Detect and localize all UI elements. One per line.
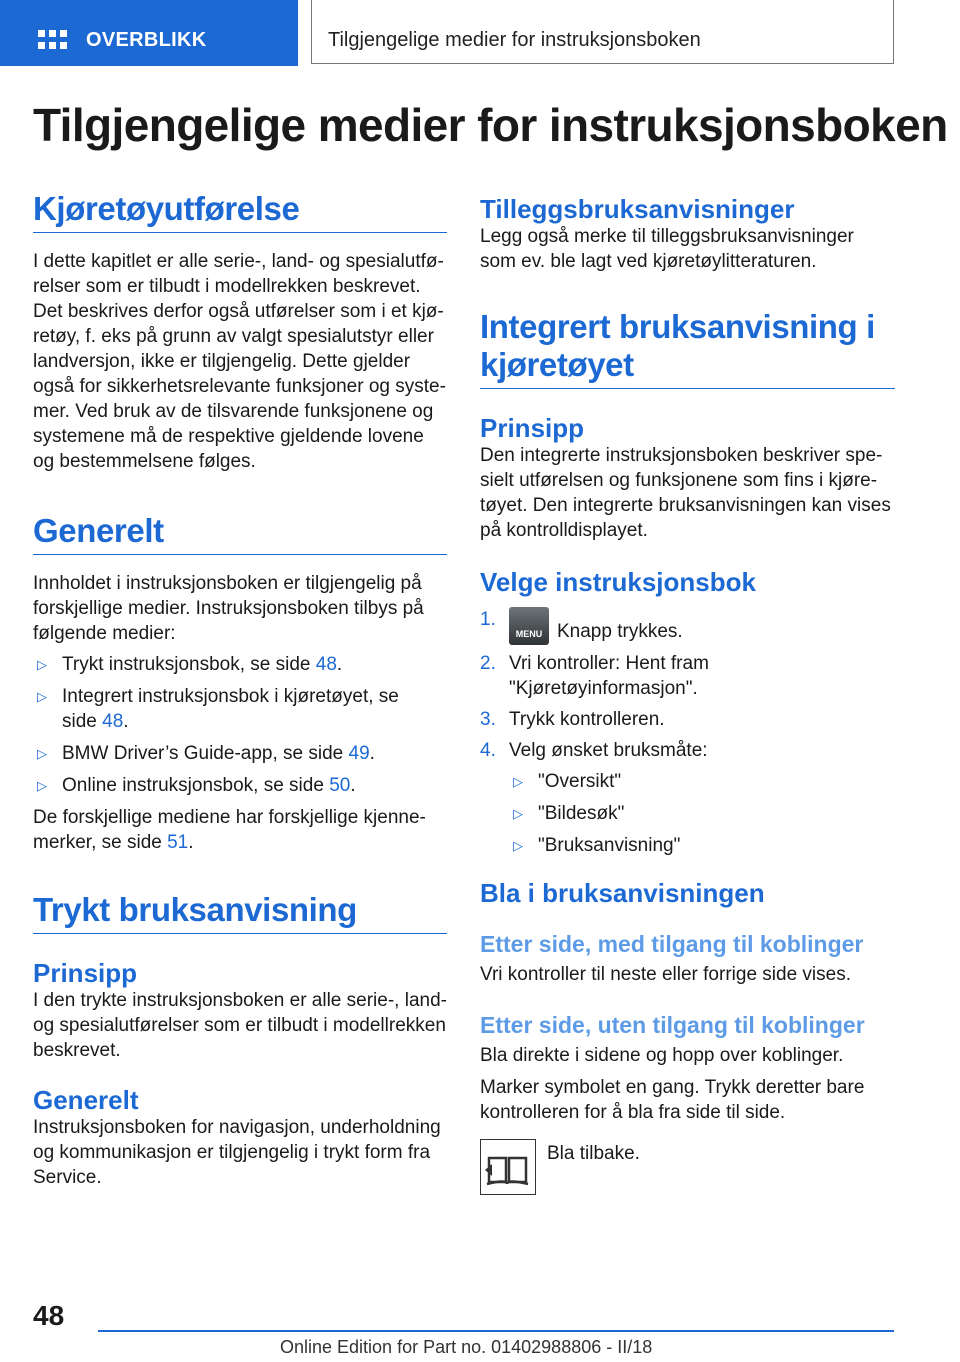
- triangle-bullet-icon: ▷: [37, 778, 47, 793]
- text-line: Service.: [33, 1167, 102, 1188]
- text-line: systemene må de respektive gjeldende lovene: [33, 426, 424, 447]
- page-link[interactable]: 51: [167, 832, 189, 853]
- text-line: kontrolleren for å bla fra side til side.: [480, 1102, 786, 1123]
- text-line: også for sikkerhetsrelevante funksjoner og syste-: [33, 376, 446, 397]
- menu-button-icon: MENU: [509, 607, 549, 645]
- text-line: og bestemmelsene følges.: [33, 451, 256, 472]
- left-column: [33, 190, 447, 1190]
- breadcrumb: [311, 0, 894, 64]
- page-link[interactable]: 48: [102, 711, 124, 732]
- text-line: I dette kapitlet er alle serie-, land- og spesialutfø-: [33, 251, 444, 272]
- triangle-bullet-icon: ▷: [513, 806, 523, 821]
- section-title-vehicle-version: Kjøretøyutførelse: [33, 190, 447, 233]
- list-item: ▷ Integrert instruksjonsbok i kjøretøyet, se side 48.: [37, 686, 399, 732]
- tab-overview[interactable]: [0, 0, 298, 66]
- section-title-printed-manual: Trykt bruksanvisning: [33, 891, 447, 934]
- list-item: 3. Trykk kontrolleren.: [480, 709, 665, 730]
- list-item: 1. MENU Knapp trykkes.: [480, 607, 895, 645]
- back-row: [480, 1139, 895, 1199]
- page-number: 48: [33, 1300, 65, 1331]
- text-line: Legg også merke til tilleggsbruksanvisninger: [480, 226, 854, 247]
- steps-list: [480, 607, 895, 763]
- text-line: merker, se side 51.: [33, 832, 194, 853]
- subheading-page-with-links: Etter side, med tilgang til koblinger: [480, 931, 864, 957]
- options-list: [509, 769, 895, 858]
- section-title-general: Generelt: [33, 512, 447, 555]
- subheading-principle: Prinsipp: [33, 958, 138, 988]
- footer-divider: [98, 1330, 894, 1332]
- back-label: Bla tilbake.: [547, 1143, 640, 1164]
- text-line: relser som er tilbudt i modellrekken beskrevet.: [33, 276, 421, 297]
- grid-icon: [38, 30, 68, 53]
- breadcrumb-label: Tilgjengelige medier for instruksjonsboken: [328, 29, 701, 51]
- text-line: og spesialutførelser som er tilbudt i modellrekken: [33, 1015, 446, 1036]
- page-link[interactable]: 49: [348, 743, 370, 764]
- list-item: 4. Velg ønsket bruksmåte:: [480, 740, 708, 761]
- page-link[interactable]: 48: [315, 654, 337, 675]
- text-line: Instruksjonsboken for navigasjon, underholdning: [33, 1117, 441, 1138]
- text-line: forskjellige medier. Instruksjonsboken tilbys på: [33, 598, 424, 619]
- list-item: ▷ "Oversikt": [513, 771, 622, 792]
- text-line: sielt utførelsen og funksjonene som fins i kjøre-: [480, 470, 878, 491]
- text-line: Bla direkte i sidene og hopp over koblinger.: [480, 1045, 844, 1066]
- general-intro: [33, 571, 447, 646]
- list-item: 2. Vri kontroller: Hent fram "Kjøretøyinformasjon".: [480, 653, 709, 699]
- text-line: som ev. ble lagt ved kjøretøylitteraturen.: [480, 251, 817, 272]
- text-line: og kommunikasjon er tilgjengelig i trykt form fra: [33, 1142, 431, 1163]
- text-line: Den integrerte instruksjonsboken beskriver spe-: [480, 445, 883, 466]
- triangle-bullet-icon: ▷: [513, 774, 523, 789]
- text-line: De forskjellige mediene har forskjellige kjenne-: [33, 807, 426, 828]
- text-line: Vri kontroller til neste eller forrige side vises.: [480, 964, 851, 985]
- triangle-bullet-icon: ▷: [37, 689, 47, 704]
- text-line: mer. Ved bruk av de tilsvarende funksjonene og: [33, 401, 434, 422]
- text-line: retøy, f. eks på grunn av valgt spesialutstyr eller: [33, 326, 434, 347]
- subheading-supplementary-manuals: Tilleggsbruksanvisninger: [480, 194, 795, 224]
- section-title-integrated-manual: Integrert bruksanvisning i kjøretøyet: [480, 308, 895, 389]
- text-line: beskrevet.: [33, 1040, 121, 1061]
- top-navigation: [0, 0, 960, 66]
- text-line: tøyet. Den integrerte bruksanvisningen kan vises: [480, 495, 891, 516]
- media-list: [33, 652, 447, 798]
- text-line: på kontrolldisplayet.: [480, 520, 648, 541]
- subheading-browse-manual: Bla i bruksanvisningen: [480, 878, 765, 908]
- subheading-general: Generelt: [33, 1085, 139, 1115]
- list-item: ▷ BMW Driver’s Guide-app, se side 49.: [37, 743, 375, 764]
- triangle-bullet-icon: ▷: [513, 838, 523, 853]
- text-line: Det beskrives derfor også utførelser som i et kjø-: [33, 301, 444, 322]
- text-line: I den trykte instruksjonsboken er alle serie-, land-: [33, 990, 447, 1011]
- list-item: ▷ "Bildesøk": [513, 803, 625, 824]
- text-line: følgende medier:: [33, 623, 176, 644]
- triangle-bullet-icon: ▷: [37, 746, 47, 761]
- book-back-icon[interactable]: [480, 1139, 536, 1195]
- text-line: landversjon, ikke er tilgjengelig. Dette gjelder: [33, 351, 411, 372]
- list-item: ▷ Online instruksjonsbok, se side 50.: [37, 775, 356, 796]
- list-item: ▷ Trykt instruksjonsbok, se side 48.: [37, 654, 343, 675]
- subheading-principle: Prinsipp: [480, 413, 585, 443]
- vehicle-version-text: [33, 249, 447, 474]
- page-link[interactable]: 50: [329, 775, 351, 796]
- triangle-bullet-icon: ▷: [37, 657, 47, 672]
- right-column: [480, 194, 895, 1199]
- text-line: Innholdet i instruksjonsboken er tilgjengelig på: [33, 573, 422, 594]
- text-line: Marker symbolet en gang. Trykk deretter bare: [480, 1077, 865, 1098]
- edition-info: Online Edition for Part no. 01402988806 - II/18: [280, 1337, 653, 1357]
- tab-overview-label: OVERBLIKK: [86, 29, 207, 51]
- list-item: ▷ "Bruksanvisning": [513, 835, 681, 856]
- page-title: Tilgjengelige medier for instruksjonsboken: [33, 99, 948, 151]
- subheading-select-manual: Velge instruksjonsbok: [480, 567, 756, 597]
- subheading-page-without-links: Etter side, uten tilgang til koblinger: [480, 1012, 865, 1038]
